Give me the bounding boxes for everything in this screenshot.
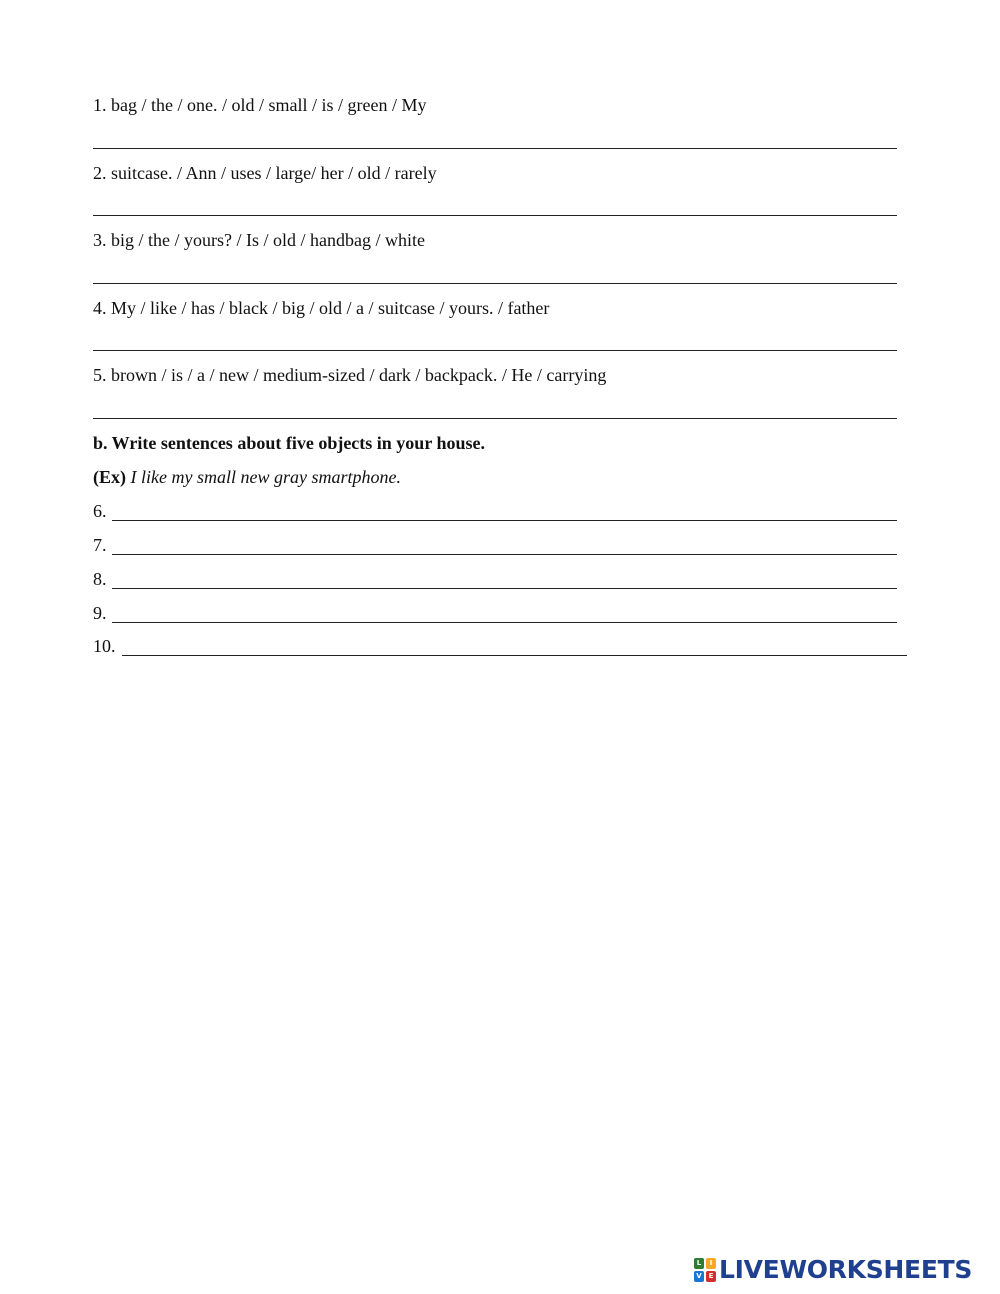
question-4: 4. My / like / has / black / big / old / a / suitcase / yours. / father (93, 298, 550, 318)
answer-row-8 (93, 568, 897, 590)
logo-mark-icon (694, 1258, 716, 1282)
example-label: (Ex) (93, 467, 126, 487)
answer-row-7 (93, 534, 897, 556)
example-sentence-row (93, 466, 401, 488)
question-2: 2. suitcase. / Ann / uses / large/ her / old / rarely (93, 163, 437, 183)
answer-number-9: 9. (93, 603, 107, 623)
answer-row-10 (93, 635, 907, 657)
answer-line-9[interactable] (112, 622, 897, 623)
answer-line-10[interactable] (122, 655, 907, 656)
logo-mark-letter-i: I (706, 1258, 716, 1269)
answer-number-6: 6. (93, 501, 107, 521)
answer-number-10: 10. (93, 636, 116, 656)
logo-text: LIVEWORKSHEETS (719, 1255, 973, 1284)
answer-line-2[interactable] (93, 215, 897, 216)
example-sentence: I like my small new gray smartphone. (130, 467, 401, 487)
answer-number-8: 8. (93, 569, 107, 589)
answer-row-9 (93, 602, 897, 624)
answer-line-7[interactable] (112, 554, 897, 555)
answer-line-1[interactable] (93, 148, 897, 149)
logo-mark-letter-l: L (694, 1258, 704, 1269)
question-3: 3. big / the / yours? / Is / old / handbag / white (93, 230, 425, 250)
answer-line-8[interactable] (112, 588, 897, 589)
answer-line-4[interactable] (93, 350, 897, 351)
question-1: 1. bag / the / one. / old / small / is / green / My (93, 95, 427, 115)
answer-row-6 (93, 500, 897, 522)
liveworksheets-logo (694, 1256, 972, 1284)
answer-line-3[interactable] (93, 283, 897, 284)
answer-number-7: 7. (93, 535, 107, 555)
answer-line-5[interactable] (93, 418, 897, 419)
section-b-heading: b. Write sentences about five objects in your house. (93, 433, 486, 453)
question-5: 5. brown / is / a / new / medium-sized / dark / backpack. / He / carrying (93, 365, 607, 385)
answer-line-6[interactable] (112, 520, 897, 521)
logo-mark-letter-e: E (706, 1271, 716, 1282)
logo-mark-letter-v: V (694, 1271, 704, 1282)
